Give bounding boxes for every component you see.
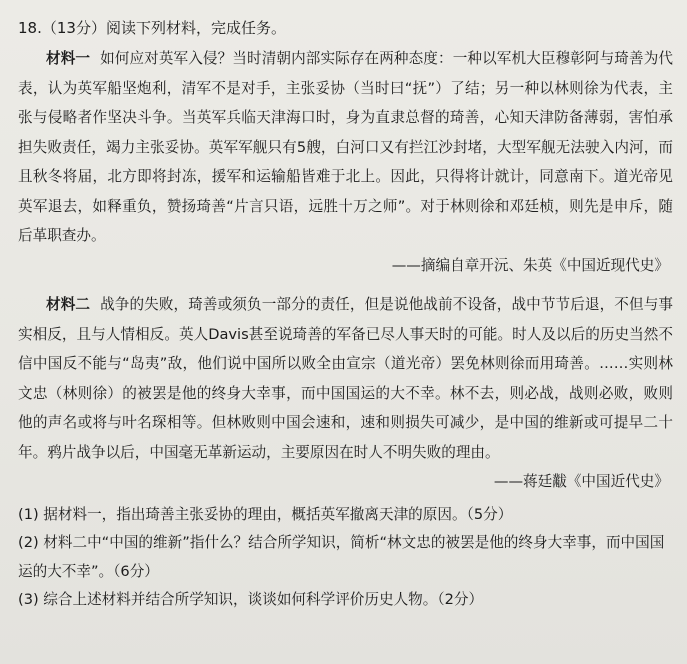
material-one-label: 材料一 — [46, 50, 91, 67]
material-one-paragraph — [18, 44, 673, 251]
sub-question-2: (2) 材料二中“中国的维新”指什么？结合所学知识，简析“林文忠的被罢是他的终身大幸事，而中国国运的大不幸”。（6分） — [18, 534, 665, 580]
material-two-text: 战争的失败，琦善或须负一部分的责任，但是说他战前不设备，战中节节后退，不但与事实相反，且与人情相反。英人Davis甚至说琦善的军备已尽人事天时的可能。时人及以后的历史当然不信中国反不能与“岛夷”敌，他们说中国所以败全由宣宗（道光帝）罢免林则徐而用琦善。……实则林文忠（林则徐）的被罢是他的终身大幸事，而中国国运的大不幸。林不去，则必战，战则必败，败则他的声名或将与叶名琛相等。但林败则中国会速和，速和则损失可减少，是中国的维新或可提早二十年。鸦片战争以后，中国毫无革新运动，主要原因在时人不明失败的理由。 — [18, 296, 673, 461]
sub-question-list — [18, 501, 673, 615]
question-block — [18, 16, 673, 615]
material-one-text: 如何应对英军入侵？当时清朝内部实际存在两种态度：一种以军机大臣穆彰阿与琦善为代表，认为英军船坚炮利，清军不是对手，主张妥协（当时曰“抚”）了结；另一种以林则徐为代表，主张与侵略者作坚决斗争。当英军兵临天津海口时，身为直隶总督的琦善，心知天津防备薄弱，害怕承担失败责任，竭力主张妥协。英军军舰只有5艘，白河口又有拦江沙封堵，大型军舰无法驶入内河，而且秋冬将届，北方即将封冻，援军和运输船皆难于北上。因此，只得将计就计，同意南下。道光帝见英军退去，如释重负，赞扬琦善“片言只语，远胜十万之师”。对于林则徐和邓廷桢，则先是申斥，随后革职查办。 — [18, 50, 673, 244]
material-two-paragraph — [18, 290, 673, 467]
material-two-label: 材料二 — [46, 296, 91, 313]
material-one-source: ——摘编自章开沅、朱英《中国近现代史》 — [391, 256, 669, 274]
sub-question-1: (1) 据材料一，指出琦善主张妥协的理由，概括英军撤离天津的原因。（5分） — [18, 505, 513, 523]
material-two-source: ——蒋廷黻《中国近代史》 — [493, 473, 669, 490]
sub-question-3: (3) 综合上述材料并结合所学知识，谈谈如何科学评价历史人物。（2分） — [18, 591, 484, 608]
question-header: 18.（13分）阅读下列材料，完成任务。 — [18, 19, 286, 37]
